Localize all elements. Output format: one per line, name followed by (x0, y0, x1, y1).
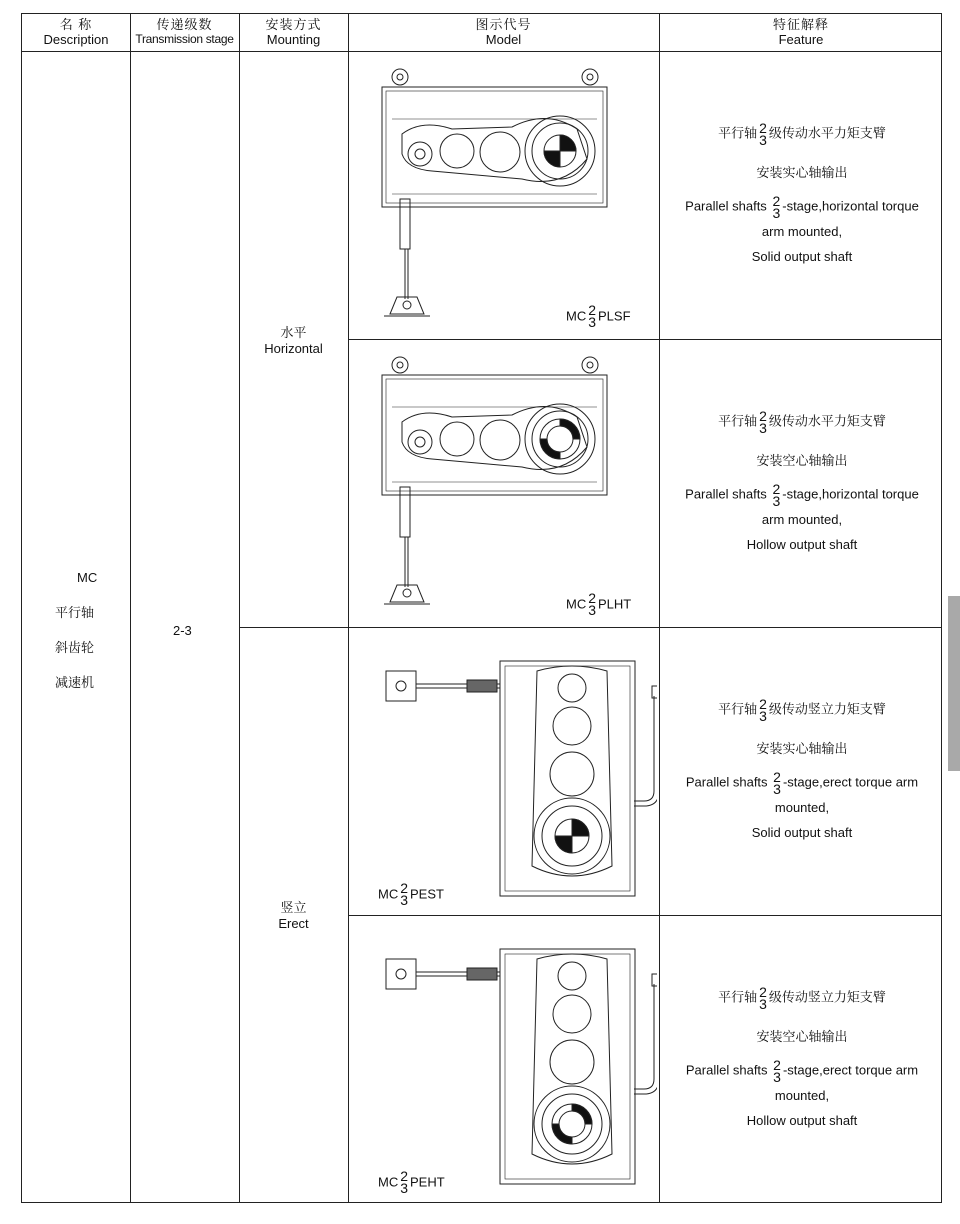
feature-en-post: -stage,horizontal torque (782, 486, 919, 502)
feature-en-line1 (662, 483, 942, 507)
feature-en-line3: Hollow output shaft (746, 537, 858, 552)
header-model (348, 14, 659, 51)
description-line-mc: MC (77, 570, 98, 585)
header-divider (22, 51, 941, 52)
feature-en-line2: mounted, (774, 1088, 830, 1103)
model-suffix: PEHT (410, 1174, 445, 1190)
feature-cn-line2: 安装空心轴输出 (756, 1029, 848, 1044)
feature-en-post: -stage,erect torque arm (782, 1062, 919, 1078)
model-suffix: PLSF (598, 308, 631, 324)
stage-fraction-num: 2 (773, 769, 781, 785)
stage-fraction-den: 3 (759, 996, 767, 1012)
stage-fraction (588, 592, 596, 616)
model-label-plsf (566, 304, 631, 328)
stage-fraction (759, 410, 767, 434)
feature-cn-pre: 平行轴 (718, 989, 758, 1005)
model-suffix: PLHT (598, 596, 632, 612)
header-mounting (239, 14, 348, 51)
header-feature-cn: 特征解释 (772, 17, 829, 32)
stage-fraction (759, 986, 767, 1010)
stage-fraction (400, 1170, 408, 1194)
stage-fraction-num: 2 (588, 590, 597, 606)
gearbox-drawing-pest (372, 636, 657, 901)
stage-fraction (759, 698, 767, 722)
feature-en-pre: Parallel shafts (685, 486, 767, 502)
stage-fraction-num: 2 (759, 696, 767, 712)
stage-fraction-num: 2 (772, 193, 781, 209)
model-label-pest (378, 882, 444, 906)
feature-en-line1 (662, 1059, 942, 1083)
feature-cn-line1 (662, 410, 942, 434)
model-prefix: MC (378, 886, 399, 902)
gearbox-drawing-plht (362, 347, 622, 612)
header-feature (659, 14, 943, 51)
feature-en-pre: Parallel shafts (685, 1062, 768, 1078)
stage-fraction-den: 3 (772, 205, 781, 221)
stage-fraction-den: 3 (588, 602, 597, 618)
description-cell (55, 560, 125, 700)
stage-fraction-num: 2 (588, 302, 597, 318)
mounting-horizontal-en: Horizontal (264, 341, 323, 356)
feature-cn-pre: 平行轴 (718, 125, 758, 141)
model-prefix: MC (566, 308, 587, 324)
feature-cn-line1 (662, 698, 942, 722)
col-divider (239, 14, 240, 1202)
stage-fraction (773, 1059, 781, 1083)
feature-cn-line2: 安装实心轴输出 (756, 165, 848, 180)
stage-fraction-num: 2 (400, 880, 409, 896)
model-prefix: MC (378, 1174, 399, 1190)
feature-en-line2: arm mounted, (761, 224, 843, 239)
model-label-plht (566, 592, 631, 616)
mounting-erect-en: Erect (278, 916, 309, 931)
stage-fraction-num: 2 (759, 408, 767, 424)
stage-fraction (772, 195, 780, 219)
feature-en-line3: Hollow output shaft (746, 1113, 858, 1128)
feature-en-line2: arm mounted, (761, 512, 843, 527)
feature-en-pre: Parallel shafts (685, 198, 767, 214)
stage-fraction-den: 3 (773, 1069, 781, 1085)
mounting-erect (239, 900, 348, 932)
feature-en-post: -stage,erect torque arm (782, 774, 919, 790)
feature-en-line1 (662, 195, 942, 219)
stage-fraction-den: 3 (772, 493, 781, 509)
description-line-3: 斜齿轮 (55, 640, 95, 655)
header-mounting-en: Mounting (266, 32, 321, 47)
feature-cn-post: 级传动水平力矩支臂 (768, 413, 886, 429)
stage-fraction (400, 882, 408, 906)
stage-fraction (773, 771, 781, 795)
stage-fraction-num: 2 (772, 481, 781, 497)
header-mounting-cn: 安装方式 (265, 17, 322, 32)
stage-fraction-den: 3 (759, 708, 767, 724)
gearbox-drawing-peht (372, 924, 657, 1189)
row-divider (348, 339, 941, 340)
stage-fraction-num: 2 (400, 1168, 409, 1184)
description-line-2: 平行轴 (55, 605, 95, 620)
feature-en-line2: mounted, (774, 800, 830, 815)
feature-cn-pre: 平行轴 (718, 413, 758, 429)
feature-en-post: -stage,horizontal torque (782, 198, 919, 214)
feature-cn-pre: 平行轴 (718, 701, 758, 717)
feature-cn-line2: 安装空心轴输出 (756, 453, 848, 468)
feature-en-line3: Solid output shaft (751, 825, 853, 840)
model-label-peht (378, 1170, 445, 1194)
feature-cn-line2: 安装实心轴输出 (756, 741, 848, 756)
stage-fraction-den: 3 (400, 892, 409, 908)
feature-en-line1 (662, 771, 942, 795)
mounting-horizontal (239, 325, 348, 357)
stage-fraction (772, 483, 780, 507)
stage-fraction-den: 3 (400, 1180, 409, 1196)
feature-en-pre: Parallel shafts (685, 774, 768, 790)
mounting-horizontal-cn: 水平 (280, 325, 307, 340)
feature-cn-post: 级传动竖立力矩支臂 (768, 989, 886, 1005)
stage-fraction-den: 3 (759, 132, 767, 148)
header-model-en: Model (485, 32, 522, 47)
feature-cn-line1 (662, 986, 942, 1010)
stage-fraction-num: 2 (759, 120, 767, 136)
header-stage-cn: 传递级数 (156, 17, 213, 32)
stage-fraction-den: 3 (759, 420, 767, 436)
stage-fraction (759, 122, 767, 146)
row-divider (239, 627, 941, 628)
feature-en-line3: Solid output shaft (751, 249, 853, 264)
row-divider (348, 915, 941, 916)
stage-fraction-num: 2 (773, 1057, 781, 1073)
stage-fraction-den: 3 (588, 314, 597, 330)
stage-fraction (588, 304, 596, 328)
gearbox-drawing-plsf (362, 59, 622, 324)
spec-table (21, 13, 942, 1203)
model-prefix: MC (566, 596, 587, 612)
stage-fraction-num: 2 (759, 984, 767, 1000)
page-edge-tab (948, 596, 960, 771)
header-model-cn: 图示代号 (475, 17, 532, 32)
feature-cn-post: 级传动竖立力矩支臂 (768, 701, 886, 717)
header-description-cn: 名 称 (59, 17, 93, 32)
feature-cn-line1 (662, 122, 942, 146)
header-description (22, 14, 130, 51)
col-divider (348, 14, 349, 1202)
stage-fraction-den: 3 (773, 781, 781, 797)
mounting-erect-cn: 竖立 (280, 900, 307, 915)
stage-cell: 2-3 (173, 623, 192, 638)
header-stage (130, 14, 239, 51)
col-divider (130, 14, 131, 1202)
header-feature-en: Feature (778, 32, 824, 47)
model-suffix: PEST (410, 886, 444, 902)
description-line-4: 减速机 (55, 675, 95, 690)
col-divider (659, 14, 660, 1202)
header-stage-en: Transmission stage (135, 32, 234, 46)
header-description-en: Description (43, 32, 109, 47)
feature-cn-post: 级传动水平力矩支臂 (768, 125, 886, 141)
